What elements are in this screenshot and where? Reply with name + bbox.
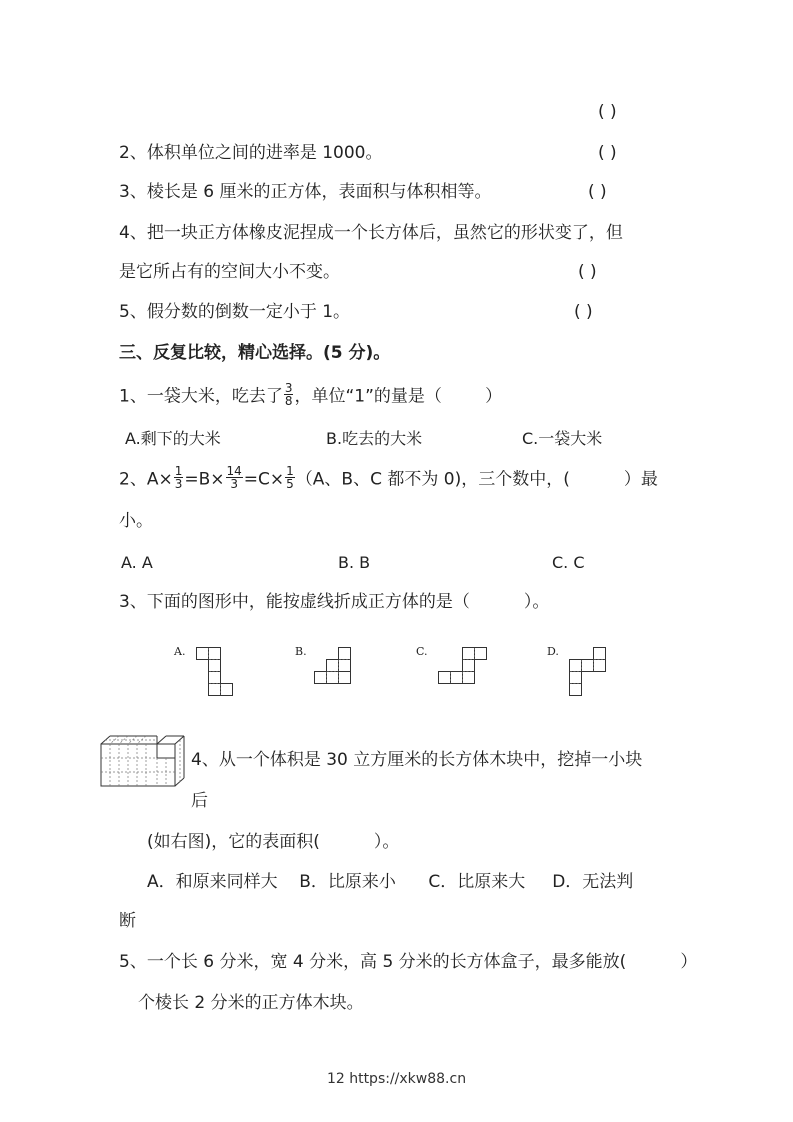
question-mc-4-options: A．和原来同样大 B．比原来小 C．比原来大 D．无法判 xyxy=(147,872,634,892)
figure-label-c: C. xyxy=(416,645,428,658)
question-mc-4-line3: (如右图)，它的表面积( ）。 xyxy=(147,832,400,852)
question-mc-2 xyxy=(119,464,658,492)
q2-part: （A、B、C 都不为 0)，三个数中，( ）最 xyxy=(295,469,658,490)
fraction xyxy=(284,382,294,407)
answer-paren: ( ) xyxy=(598,102,617,122)
question-tf-4-line2: 是它所占有的空间大小不变。 xyxy=(119,262,340,282)
question-tf-3: 3、棱长是 6 厘米的正方体，表面积与体积相等。 xyxy=(119,182,492,202)
answer-paren: ( ) xyxy=(588,182,607,202)
fraction-denominator: 3 xyxy=(230,477,238,491)
fraction-denominator: 3 xyxy=(174,477,183,491)
figure-label-b: B. xyxy=(295,645,307,658)
question-mc-2-line2: 小。 xyxy=(119,511,153,531)
fraction xyxy=(285,465,295,490)
cube-net-a xyxy=(196,647,236,699)
question-mc-1 xyxy=(119,381,503,409)
option-a: A. A xyxy=(121,553,153,572)
option-b: B. B xyxy=(338,553,371,572)
section-heading: 三、反复比较，精心选择。(5 分)。 xyxy=(119,343,391,363)
fraction xyxy=(174,465,184,490)
cuboid-figure xyxy=(100,734,186,788)
q2-part: 2、A× xyxy=(119,469,173,490)
question-tf-2: 2、体积单位之间的进率是 1000。 xyxy=(119,143,383,163)
cube-net-b xyxy=(314,647,354,687)
question-tf-5: 5、假分数的倒数一定小于 1。 xyxy=(119,302,351,322)
question-mc-4-line2: 后 xyxy=(191,791,208,811)
question-mc-5-line1: 5、一个长 6 分米，宽 4 分米，高 5 分米的长方体盒子，最多能放( ） xyxy=(119,952,698,972)
option-c: C. C xyxy=(552,553,585,572)
option-a: A.剩下的大米 xyxy=(125,429,221,448)
option-c: C.一袋大米 xyxy=(522,429,603,448)
q2-part: =B× xyxy=(184,469,225,490)
figure-label-a: A. xyxy=(174,645,186,658)
q2-part: =C× xyxy=(243,469,285,490)
fraction-numerator: 14 xyxy=(226,464,242,478)
fraction-denominator: 5 xyxy=(286,477,294,491)
question-tf-4-line1: 4、把一块正方体橡皮泥捏成一个长方体后，虽然它的形状变了，但 xyxy=(119,223,623,243)
option-b: B.吃去的大米 xyxy=(326,429,423,448)
fraction-numerator: 1 xyxy=(174,464,183,478)
fraction-numerator: 1 xyxy=(286,464,294,478)
question-mc-3: 3、下面的图形中，能按虚线折成正方体的是（ ）。 xyxy=(119,592,550,612)
question-mc-5-line2: 个棱长 2 分米的正方体木块。 xyxy=(138,993,364,1013)
question-mc-4-line1: 4、从一个体积是 30 立方厘米的长方体木块中，挖掉一小块 xyxy=(191,750,643,770)
cube-net-c xyxy=(438,647,490,687)
answer-paren: ( ) xyxy=(574,302,593,322)
answer-paren: ( ) xyxy=(578,262,597,282)
fraction-numerator: 3 xyxy=(284,381,293,395)
question-mc-4-line5: 断 xyxy=(119,911,136,931)
fraction xyxy=(226,465,243,490)
answer-paren: ( ) xyxy=(598,143,617,163)
fraction-denominator: 8 xyxy=(284,394,293,408)
q1-suffix: ，单位“1”的量是（ ） xyxy=(294,386,503,407)
figure-label-d: D. xyxy=(547,645,559,658)
cube-net-d xyxy=(569,647,609,699)
q1-prefix: 1、一袋大米，吃去了 xyxy=(119,386,283,407)
page-footer: 12 https://xkw88.cn xyxy=(326,1071,467,1087)
